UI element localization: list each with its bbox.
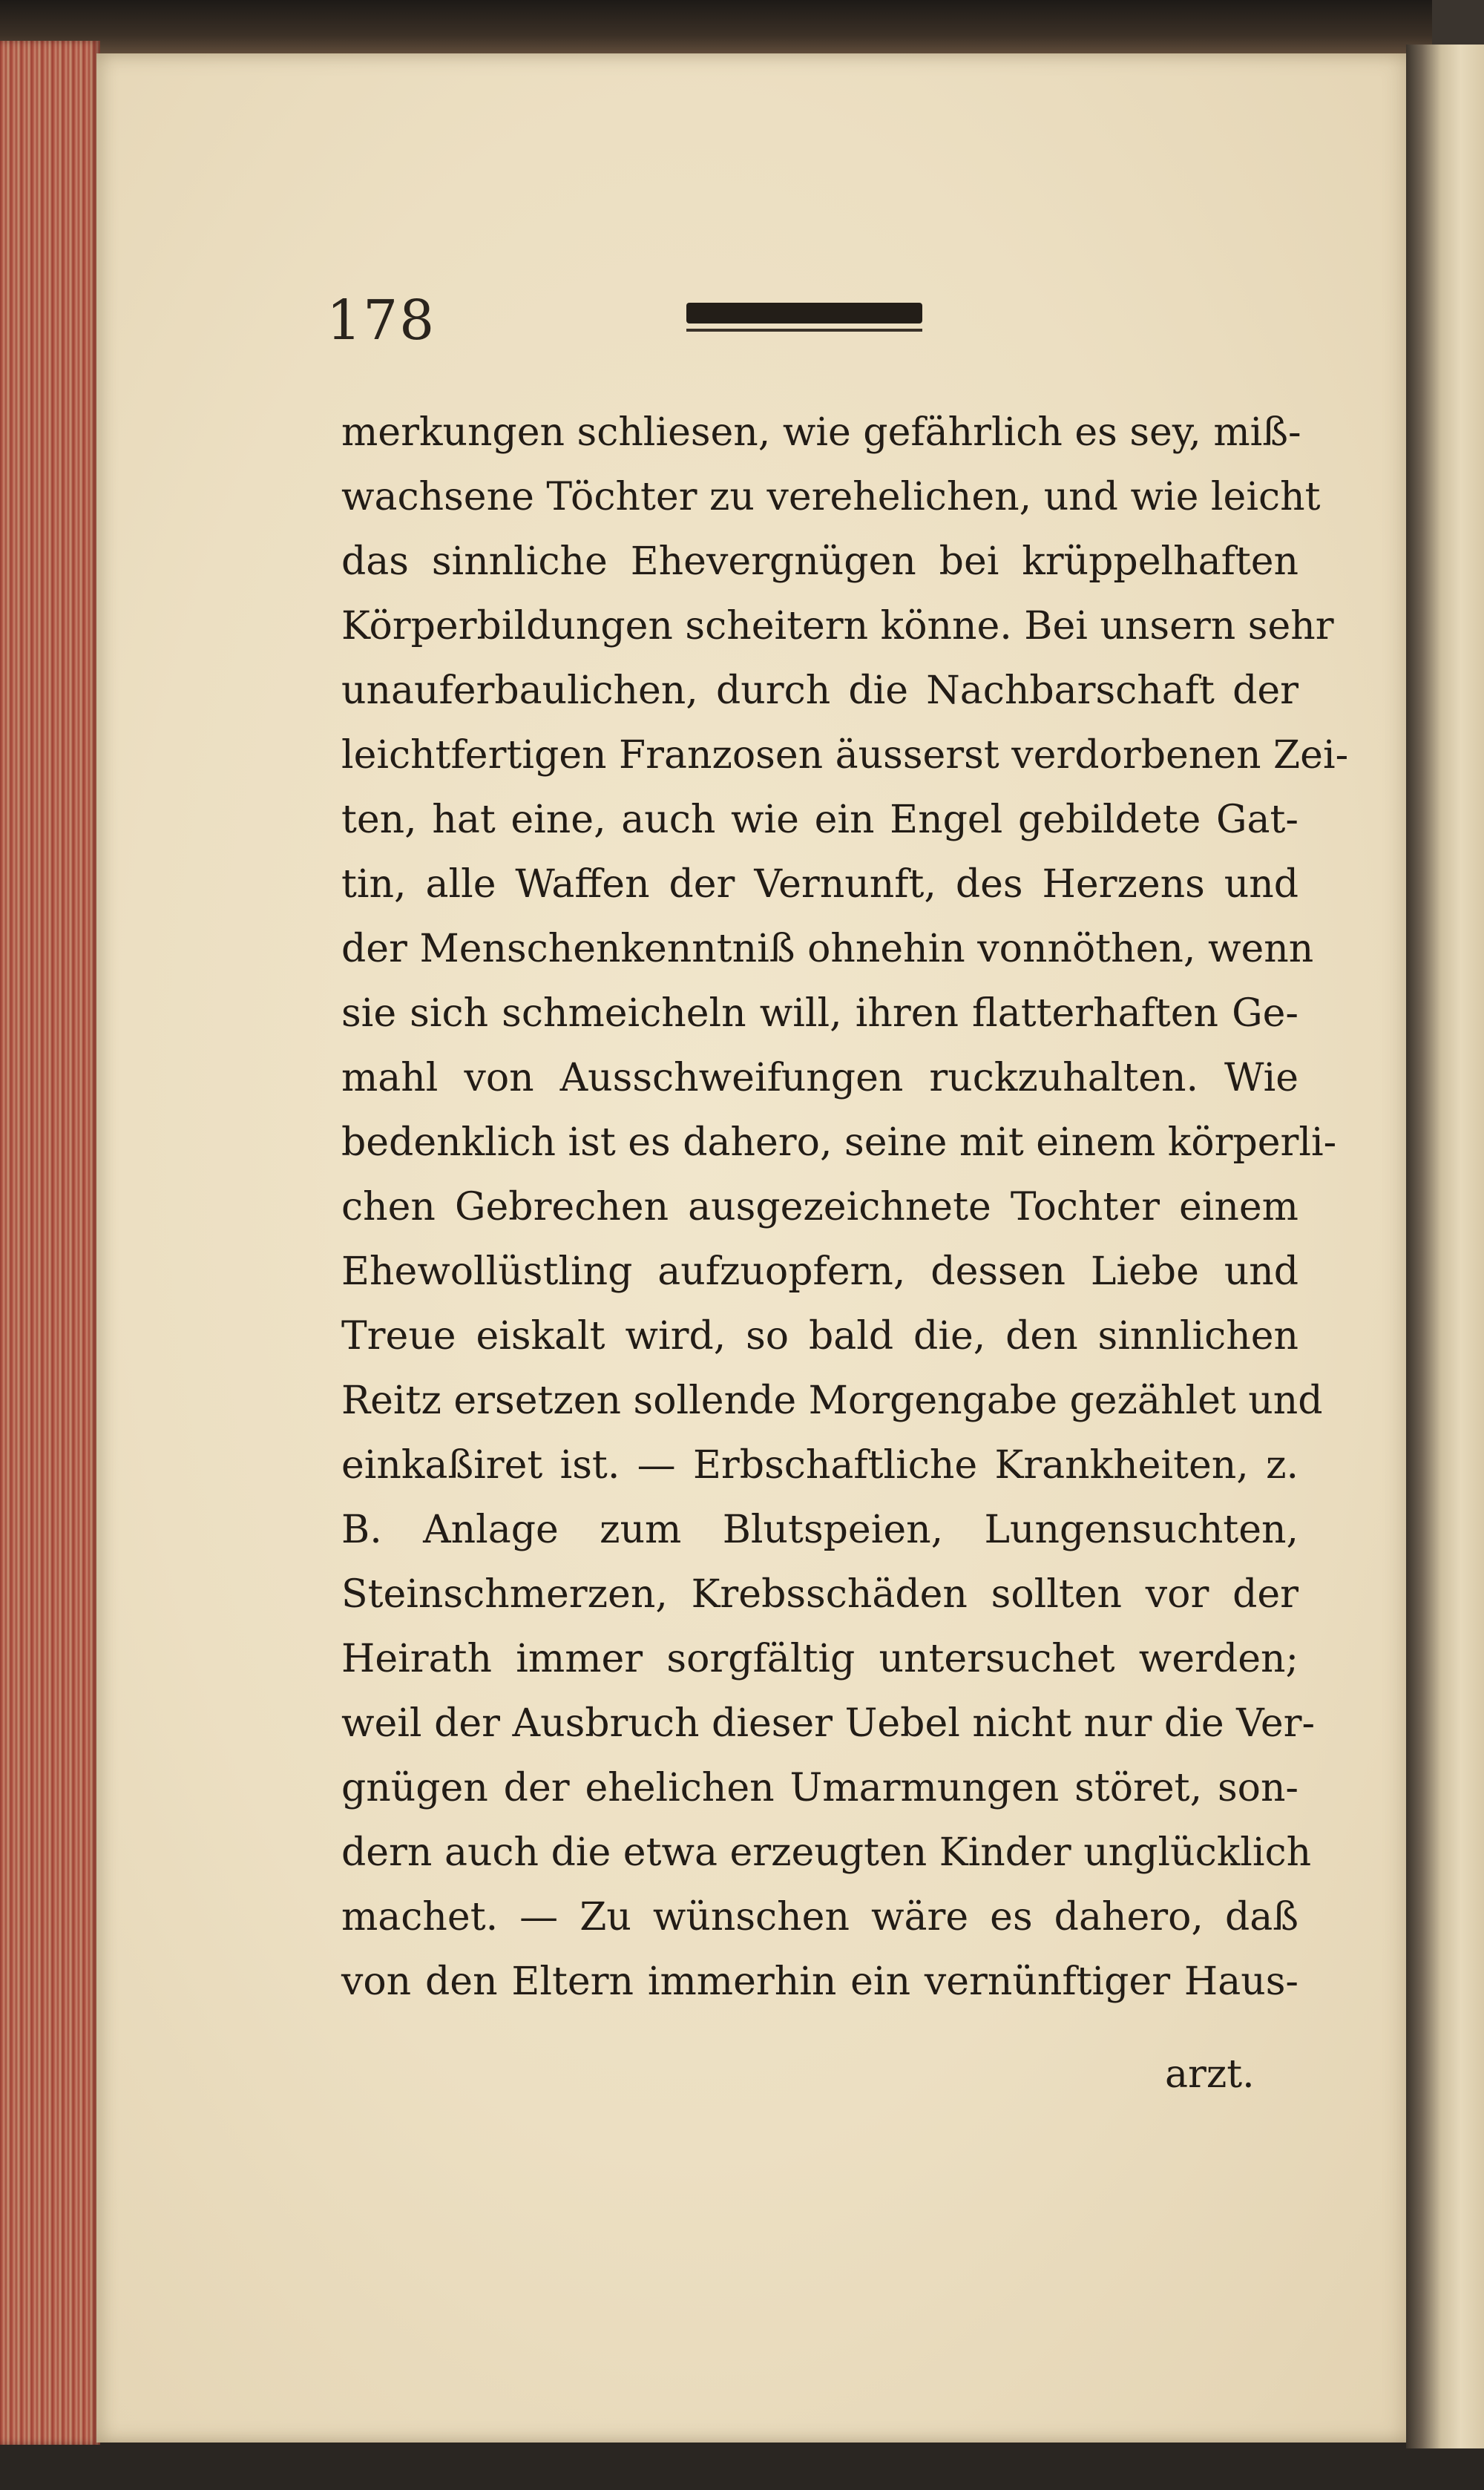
text-line: chen Gebrechen ausgezeichnete Tochter einem [341,1185,1298,1229]
text-line: sie sich schmeicheln will, ihren flatterhaften Ge- [341,991,1298,1036]
text-line: leichtfertigen Franzosen äusserst verdorbenen Zei- [341,733,1349,778]
text-line: dern auch die etwa erzeugten Kinder unglücklich [341,1830,1312,1875]
text-line: von den Eltern immerhin ein vernünftiger Haus- [341,1960,1298,2004]
text-line: Treue eiskalt wird, so bald die, den sinnlichen [341,1314,1298,1359]
text-line: das sinnliche Ehevergnügen bei krüppelhaften [341,539,1298,584]
page-number: 178 [326,289,436,352]
text-line: tin, alle Waffen der Vernunft, des Herzens und [341,862,1298,907]
text-line: wachsene Töchter zu verehelichen, und wie leicht [341,475,1321,519]
text-line: mahl von Ausschweifungen ruckzuhalten. Wie [341,1056,1298,1100]
text-line: Steinschmerzen, Krebsschäden sollten vor der [341,1572,1298,1617]
header-rule-thin [686,329,922,332]
text-line: unauferbaulichen, durch die Nachbarschaft der [341,669,1298,713]
text-line: machet. — Zu wünschen wäre es dahero, daß [341,1895,1298,1939]
body-text [341,401,1349,2014]
text-line: gnügen der ehelichen Umarmungen störet, son- [341,1766,1298,1810]
text-line: weil der Ausbruch dieser Uebel nicht nur die Ver- [341,1701,1316,1746]
text-line: Reitz ersetzen sollende Morgengabe gezählet und [341,1379,1323,1423]
text-line: Körperbildungen scheitern könne. Bei unsern sehr [341,604,1334,648]
text-line: merkungen schliesen, wie gefährlich es sey, miß- [341,410,1301,455]
text-line: ten, hat eine, auch wie ein Engel gebildete Gat- [341,798,1298,842]
text-line: der Menschenkenntniß ohnehin vonnöthen, wenn [341,927,1314,971]
book-gutter [1406,45,1484,2448]
text-line: Ehewollüstling aufzuopfern, dessen Liebe und [341,1249,1298,1294]
text-line: einkaßiret ist. — Erbschaftliche Krankheiten, z. [341,1443,1298,1488]
header-rule [686,303,922,323]
text-line: B. Anlage zum Blutspeien, Lungensuchten, [341,1508,1298,1552]
book-cover-edge [0,0,1432,59]
text-line: Heirath immer sorgfältig untersuchet werden; [341,1637,1298,1681]
page-edges [0,41,100,2445]
text-line: bedenklich ist es dahero, seine mit einem körperli- [341,1120,1337,1165]
catchword: arzt. [1165,2052,1255,2097]
